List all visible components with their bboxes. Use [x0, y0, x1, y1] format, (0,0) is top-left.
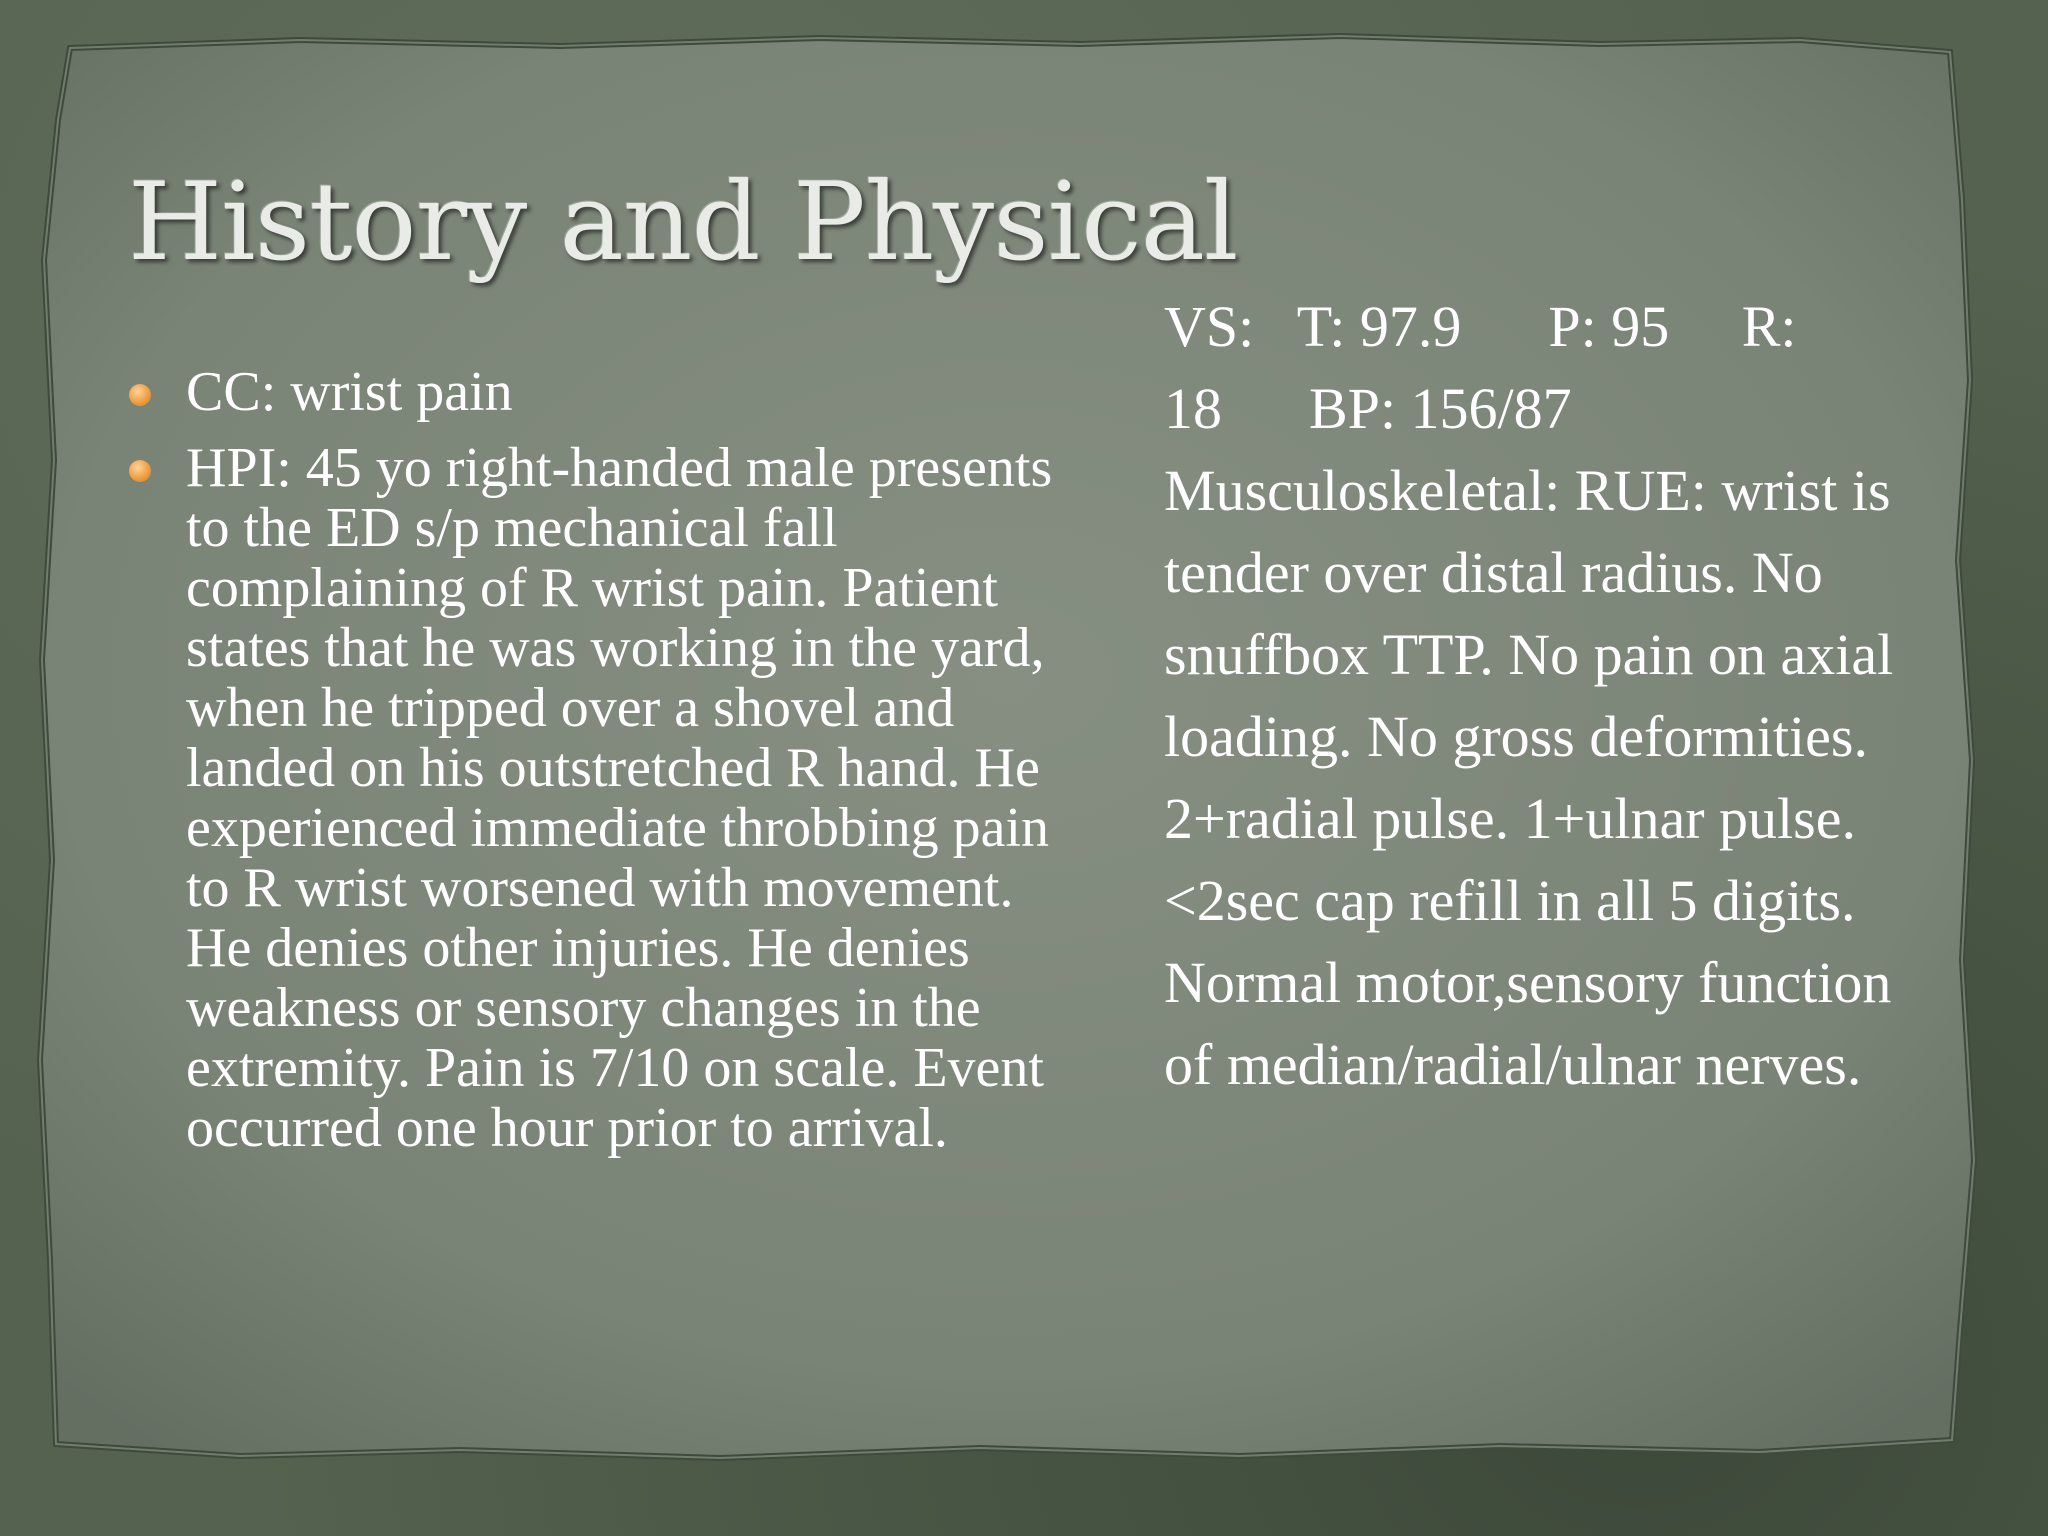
physical-exam-column: [1164, 286, 1944, 1106]
vitals-line-2: 18 BP: 156/87: [1164, 376, 1572, 441]
bullet-dot-icon: [129, 460, 151, 482]
slide-title: History and Physical: [128, 160, 1238, 285]
hpi-text: HPI: 45 yo right-handed male presents to the ED s/p mechanical fall complaining of R wrist pain. Patient states that he was working in the yard, when he tripped over a shovel and landed on his outstretched R hand. He experienced immediate throbbing pain to R wrist worsened with movement. He denies other injuries. He denies weakness or sensory changes in the extremity. Pain is 7/10 on scale. Event occurred one hour prior to arrival.: [186, 437, 1053, 1159]
bullet-hpi: [124, 438, 1064, 1158]
vitals-line-1: VS: T: 97.9 P: 95 R:: [1164, 294, 1797, 359]
exam-findings-text: Musculoskeletal: RUE: wrist is tender over distal radius. No snuffbox TTP. No pain on axial loading. No gross deformities. 2+radial pulse. 1+ulnar pulse. <2sec cap refill in all 5 digits. Normal motor,sensory function of median/radial/ulnar nerves.: [1164, 458, 1894, 1097]
left-bullet-list: [124, 362, 1064, 1174]
bullet-chief-complaint: [124, 362, 1064, 422]
bullet-dot-icon: [129, 384, 151, 406]
chief-complaint-text: CC: wrist pain: [186, 361, 513, 423]
